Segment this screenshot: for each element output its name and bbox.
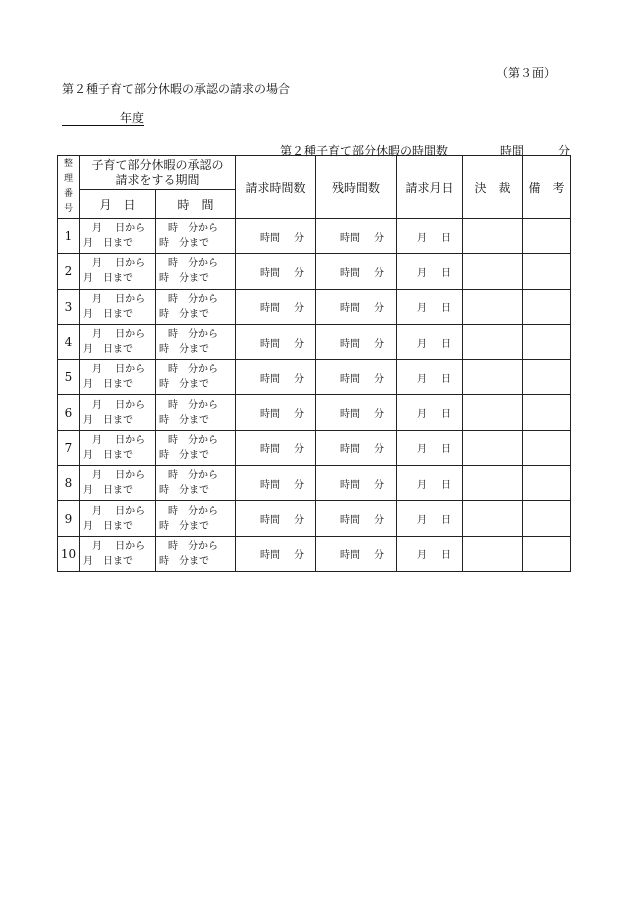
header-request-date: 請求月日 (397, 156, 463, 219)
header-period-line1: 子育て部分休暇の承認の (91, 157, 224, 172)
row-number: 5 (58, 360, 80, 395)
time-period-cell[interactable] (156, 466, 236, 501)
requested-hours-cell[interactable] (236, 466, 316, 501)
row-number: 7 (58, 430, 80, 465)
remarks-cell[interactable] (523, 360, 571, 395)
request-day-unit: 日 (441, 409, 451, 421)
row-number: 4 (58, 324, 80, 359)
time-from: 時 分から (168, 293, 218, 305)
remaining-minutes-unit: 分 (374, 444, 384, 456)
request-day-unit: 日 (441, 515, 451, 527)
requested-hours-cell[interactable] (236, 395, 316, 430)
remarks-cell[interactable] (523, 219, 571, 254)
request-date-cell[interactable] (397, 430, 463, 465)
decision-cell[interactable] (463, 466, 523, 501)
header-time-col: 時 間 (156, 190, 236, 219)
leave-request-table (57, 155, 571, 572)
time-from: 時 分から (168, 364, 218, 376)
row-number: 10 (58, 536, 80, 571)
remaining-minutes-unit: 分 (374, 303, 384, 315)
time-period-cell[interactable] (156, 536, 236, 571)
remaining-hours-unit: 時間 (340, 515, 360, 527)
date-to: 月 日まで (83, 273, 133, 285)
date-from: 月 日から (92, 540, 146, 552)
request-date-cell[interactable] (397, 395, 463, 430)
request-month-unit: 月 (417, 479, 427, 491)
remaining-hours-cell[interactable] (316, 395, 397, 430)
remaining-hours-cell[interactable] (316, 324, 397, 359)
time-to: 時 分まで (159, 414, 209, 426)
time-from: 時 分から (168, 540, 218, 552)
date-period-cell[interactable] (80, 430, 156, 465)
decision-cell[interactable] (463, 289, 523, 324)
time-to: 時 分まで (159, 520, 209, 532)
time-to: 時 分まで (159, 379, 209, 391)
time-to: 時 分まで (159, 449, 209, 461)
remarks-cell[interactable] (523, 466, 571, 501)
time-from: 時 分から (168, 329, 218, 341)
date-period-cell[interactable] (80, 254, 156, 289)
row-number: 9 (58, 501, 80, 536)
remaining-minutes-unit: 分 (374, 515, 384, 527)
fiscal-year-label: 年度 (120, 111, 145, 125)
time-to: 時 分まで (159, 238, 209, 250)
time-from: 時 分から (168, 223, 218, 235)
remaining-hours-cell[interactable] (316, 219, 397, 254)
requested-minutes-unit: 分 (294, 232, 304, 244)
time-from: 時 分から (168, 470, 218, 482)
date-to: 月 日まで (83, 308, 133, 320)
date-to: 月 日まで (83, 379, 133, 391)
remaining-minutes-unit: 分 (374, 338, 384, 350)
remarks-cell[interactable] (523, 289, 571, 324)
time-period-cell[interactable] (156, 254, 236, 289)
requested-minutes-unit: 分 (294, 444, 304, 456)
remaining-hours-unit: 時間 (340, 479, 360, 491)
time-to: 時 分まで (159, 344, 209, 356)
requested-hours-cell[interactable] (236, 254, 316, 289)
requested-minutes-unit: 分 (294, 267, 304, 279)
table-row (58, 254, 571, 289)
remarks-cell[interactable] (523, 501, 571, 536)
remaining-hours-cell[interactable] (316, 360, 397, 395)
date-period-cell[interactable] (80, 536, 156, 571)
request-date-cell[interactable] (397, 289, 463, 324)
request-month-unit: 月 (417, 550, 427, 562)
request-day-unit: 日 (441, 267, 451, 279)
requested-hours-unit: 時間 (260, 550, 280, 562)
date-to: 月 日まで (83, 414, 133, 426)
request-month-unit: 月 (417, 515, 427, 527)
time-to: 時 分まで (159, 308, 209, 320)
request-month-unit: 月 (417, 232, 427, 244)
requested-hours-cell[interactable] (236, 536, 316, 571)
date-to: 月 日まで (83, 238, 133, 250)
header-seq-char: 番 (63, 189, 73, 199)
requested-hours-cell[interactable] (236, 289, 316, 324)
header-date-col: 月 日 (80, 190, 156, 219)
requested-hours-unit: 時間 (260, 515, 280, 527)
requested-minutes-unit: 分 (294, 338, 304, 350)
date-from: 月 日から (92, 293, 146, 305)
header-period (80, 156, 236, 190)
page-number: （第３面） (495, 66, 556, 80)
request-month-unit: 月 (417, 267, 427, 279)
request-day-unit: 日 (441, 479, 451, 491)
time-to: 時 分まで (159, 273, 209, 285)
header-decision: 決 裁 (463, 156, 523, 219)
table-row (58, 466, 571, 501)
time-from: 時 分から (168, 258, 218, 270)
remaining-hours-unit: 時間 (340, 338, 360, 350)
requested-hours-unit: 時間 (260, 373, 280, 385)
table-row (58, 536, 571, 571)
remaining-minutes-unit: 分 (374, 479, 384, 491)
request-date-cell[interactable] (397, 219, 463, 254)
total-hours-label: 第２種子育て部分休暇の時間数 (280, 144, 449, 158)
remaining-minutes-unit: 分 (374, 550, 384, 562)
date-period-cell[interactable] (80, 219, 156, 254)
remarks-cell[interactable] (523, 254, 571, 289)
header-seq-char: 号 (63, 204, 73, 214)
table-row (58, 430, 571, 465)
decision-cell[interactable] (463, 501, 523, 536)
time-to: 時 分まで (159, 555, 209, 567)
remaining-hours-unit: 時間 (340, 373, 360, 385)
header-requested-hours: 請求時間数 (236, 156, 316, 219)
date-period-cell[interactable] (80, 360, 156, 395)
requested-hours-unit: 時間 (260, 479, 280, 491)
remaining-minutes-unit: 分 (374, 373, 384, 385)
decision-cell[interactable] (463, 219, 523, 254)
request-date-cell[interactable] (397, 536, 463, 571)
date-from: 月 日から (92, 223, 146, 235)
request-day-unit: 日 (441, 232, 451, 244)
date-from: 月 日から (92, 399, 146, 411)
remaining-hours-cell[interactable] (316, 430, 397, 465)
requested-hours-unit: 時間 (260, 303, 280, 315)
requested-minutes-unit: 分 (294, 515, 304, 527)
request-date-cell[interactable] (397, 324, 463, 359)
remarks-cell[interactable] (523, 536, 571, 571)
remaining-minutes-unit: 分 (374, 267, 384, 279)
time-from: 時 分から (168, 399, 218, 411)
table-row (58, 289, 571, 324)
row-number: 2 (58, 254, 80, 289)
remaining-hours-unit: 時間 (340, 444, 360, 456)
requested-minutes-unit: 分 (294, 409, 304, 421)
remaining-minutes-unit: 分 (374, 409, 384, 421)
date-to: 月 日まで (83, 485, 133, 497)
time-period-cell[interactable] (156, 501, 236, 536)
requested-minutes-unit: 分 (294, 550, 304, 562)
request-date-cell[interactable] (397, 501, 463, 536)
row-number: 1 (58, 219, 80, 254)
date-to: 月 日まで (83, 449, 133, 461)
request-month-unit: 月 (417, 373, 427, 385)
request-date-cell[interactable] (397, 466, 463, 501)
date-from: 月 日から (92, 258, 146, 270)
time-period-cell[interactable] (156, 360, 236, 395)
time-period-cell[interactable] (156, 430, 236, 465)
requested-hours-cell[interactable] (236, 501, 316, 536)
request-month-unit: 月 (417, 303, 427, 315)
requested-hours-unit: 時間 (260, 232, 280, 244)
decision-cell[interactable] (463, 536, 523, 571)
date-from: 月 日から (92, 329, 146, 341)
requested-hours-unit: 時間 (260, 444, 280, 456)
requested-hours-cell[interactable] (236, 430, 316, 465)
remarks-cell[interactable] (523, 324, 571, 359)
remaining-hours-cell[interactable] (316, 466, 397, 501)
time-period-cell[interactable] (156, 219, 236, 254)
remaining-hours-unit: 時間 (340, 267, 360, 279)
table-row (58, 501, 571, 536)
row-number: 8 (58, 466, 80, 501)
date-period-cell[interactable] (80, 501, 156, 536)
fiscal-year-blank[interactable] (62, 112, 120, 126)
date-period-cell[interactable] (80, 466, 156, 501)
requested-hours-cell[interactable] (236, 360, 316, 395)
decision-cell[interactable] (463, 324, 523, 359)
remarks-cell[interactable] (523, 395, 571, 430)
requested-minutes-unit: 分 (294, 479, 304, 491)
request-month-unit: 月 (417, 444, 427, 456)
time-period-cell[interactable] (156, 289, 236, 324)
date-to: 月 日まで (83, 520, 133, 532)
remaining-hours-cell[interactable] (316, 501, 397, 536)
header-period-line2: 請求をする期間 (115, 172, 200, 187)
table-row (58, 219, 571, 254)
time-from: 時 分から (168, 434, 218, 446)
date-from: 月 日から (92, 364, 146, 376)
remaining-hours-cell[interactable] (316, 254, 397, 289)
date-from: 月 日から (92, 470, 146, 482)
request-day-unit: 日 (441, 373, 451, 385)
date-period-cell[interactable] (80, 289, 156, 324)
date-from: 月 日から (92, 505, 146, 517)
date-to: 月 日まで (83, 555, 133, 567)
requested-hours-cell[interactable] (236, 324, 316, 359)
remaining-hours-unit: 時間 (340, 550, 360, 562)
remaining-hours-cell[interactable] (316, 536, 397, 571)
header-remarks: 備 考 (523, 156, 571, 219)
remaining-hours-unit: 時間 (340, 409, 360, 421)
table-row (58, 395, 571, 430)
date-period-cell[interactable] (80, 395, 156, 430)
time-to: 時 分まで (159, 485, 209, 497)
requested-hours-unit: 時間 (260, 338, 280, 350)
row-number: 6 (58, 395, 80, 430)
time-period-cell[interactable] (156, 324, 236, 359)
decision-cell[interactable] (463, 430, 523, 465)
fiscal-year-line (62, 112, 144, 126)
requested-minutes-unit: 分 (294, 303, 304, 315)
date-period-cell[interactable] (80, 324, 156, 359)
header-seq-number (58, 156, 80, 219)
request-month-unit: 月 (417, 338, 427, 350)
table-row (58, 324, 571, 359)
requested-hours-unit: 時間 (260, 267, 280, 279)
decision-cell[interactable] (463, 360, 523, 395)
time-from: 時 分から (168, 505, 218, 517)
total-hours-unit: 時間 (500, 144, 525, 158)
request-day-unit: 日 (441, 550, 451, 562)
request-date-cell[interactable] (397, 254, 463, 289)
request-day-unit: 日 (441, 444, 451, 456)
requested-minutes-unit: 分 (294, 373, 304, 385)
date-from: 月 日から (92, 434, 146, 446)
decision-cell[interactable] (463, 254, 523, 289)
total-minutes-unit: 分 (557, 144, 570, 158)
time-period-cell[interactable] (156, 395, 236, 430)
remaining-hours-unit: 時間 (340, 303, 360, 315)
remaining-minutes-unit: 分 (374, 232, 384, 244)
header-remaining-hours: 残時間数 (316, 156, 397, 219)
request-day-unit: 日 (441, 338, 451, 350)
remaining-hours-unit: 時間 (340, 232, 360, 244)
remarks-cell[interactable] (523, 430, 571, 465)
row-number: 3 (58, 289, 80, 324)
decision-cell[interactable] (463, 395, 523, 430)
requested-hours-cell[interactable] (236, 219, 316, 254)
requested-hours-unit: 時間 (260, 409, 280, 421)
request-month-unit: 月 (417, 409, 427, 421)
document-title: 第２種子育て部分休暇の承認の請求の場合 (62, 82, 291, 96)
request-date-cell[interactable] (397, 360, 463, 395)
request-day-unit: 日 (441, 303, 451, 315)
date-to: 月 日まで (83, 344, 133, 356)
header-seq-char: 理 (63, 174, 73, 184)
table-row (58, 360, 571, 395)
header-seq-char: 整 (63, 159, 73, 169)
remaining-hours-cell[interactable] (316, 289, 397, 324)
